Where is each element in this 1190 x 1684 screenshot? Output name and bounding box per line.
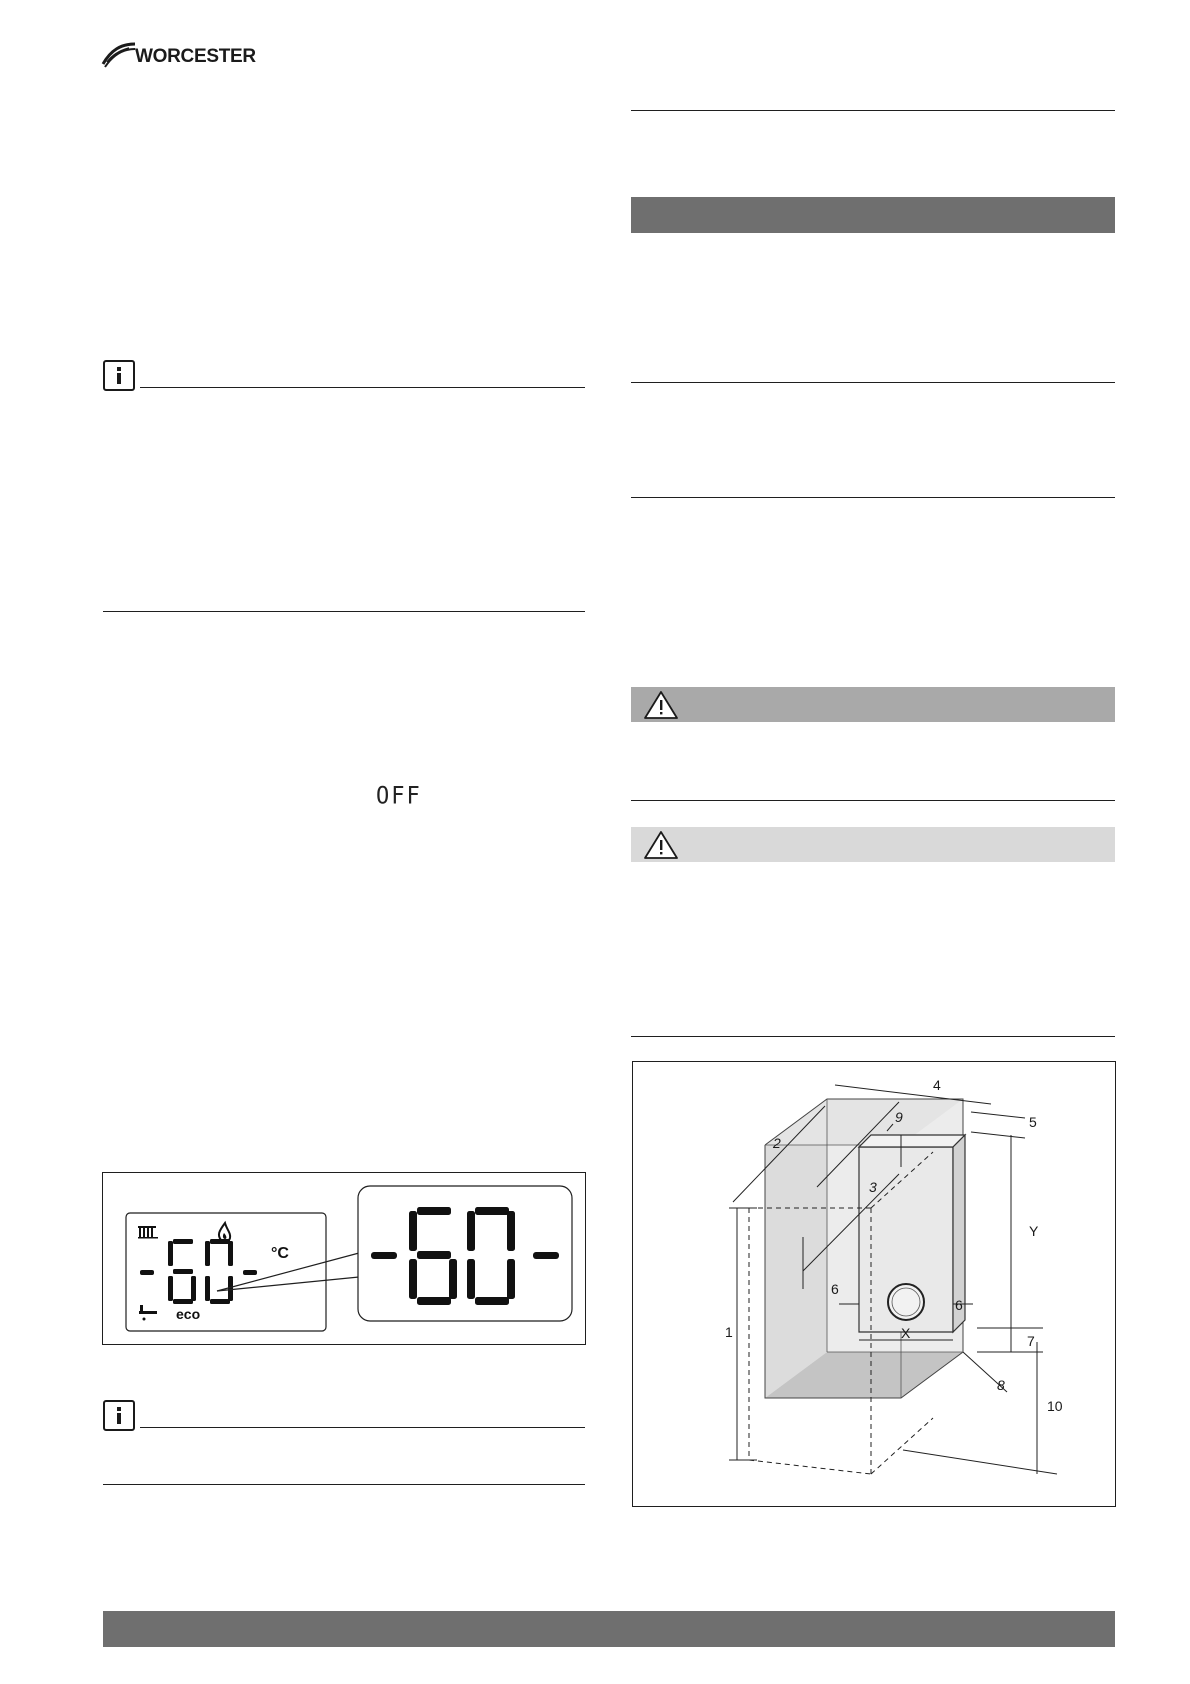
dimension-label-6-left: 6 xyxy=(831,1281,839,1297)
section-rule xyxy=(631,497,1115,498)
clearance-figure xyxy=(632,1061,1116,1507)
footer-bar xyxy=(103,1611,1115,1647)
unit-label: °C xyxy=(271,1245,289,1262)
warning-bar xyxy=(631,687,1115,722)
info-icon xyxy=(103,360,135,391)
dimension-label-4: 4 xyxy=(933,1077,941,1093)
brand-logo xyxy=(101,40,261,72)
hot-water-tap-icon xyxy=(139,1305,157,1321)
section-rule xyxy=(631,1036,1115,1037)
swoosh-icon xyxy=(101,40,137,68)
dimension-label-2: 2 xyxy=(773,1135,781,1151)
section-rule xyxy=(103,1484,585,1485)
dimension-label-1: 1 xyxy=(725,1324,733,1340)
dimension-label-6-right: 6 xyxy=(955,1297,963,1313)
flame-icon xyxy=(219,1223,230,1242)
brand-name: WORCESTER xyxy=(135,46,256,67)
dimension-label-7: 7 xyxy=(1027,1333,1035,1349)
warning-icon xyxy=(642,689,680,721)
section-rule xyxy=(103,611,585,612)
section-rule xyxy=(631,800,1115,801)
dimension-label-5: 5 xyxy=(1029,1114,1037,1130)
dimension-label-10: 10 xyxy=(1047,1398,1063,1414)
section-rule xyxy=(631,110,1115,111)
info-note-rule xyxy=(140,387,585,388)
off-display-text: OFF xyxy=(376,782,422,811)
section-heading-bar xyxy=(631,197,1115,233)
radiator-icon xyxy=(138,1226,158,1239)
dimension-label-9: 9 xyxy=(895,1109,903,1125)
dimension-label-x: X xyxy=(901,1325,911,1341)
eco-label: eco xyxy=(176,1306,201,1322)
info-note-rule xyxy=(140,1427,585,1428)
dimension-label-3: 3 xyxy=(869,1179,877,1195)
dimension-label-8: 8 xyxy=(997,1377,1005,1393)
dimension-label-y: Y xyxy=(1029,1223,1039,1239)
section-rule xyxy=(631,382,1115,383)
caution-bar xyxy=(631,827,1115,862)
display-figure xyxy=(102,1172,586,1345)
warning-icon xyxy=(642,829,680,861)
info-icon xyxy=(103,1400,135,1431)
